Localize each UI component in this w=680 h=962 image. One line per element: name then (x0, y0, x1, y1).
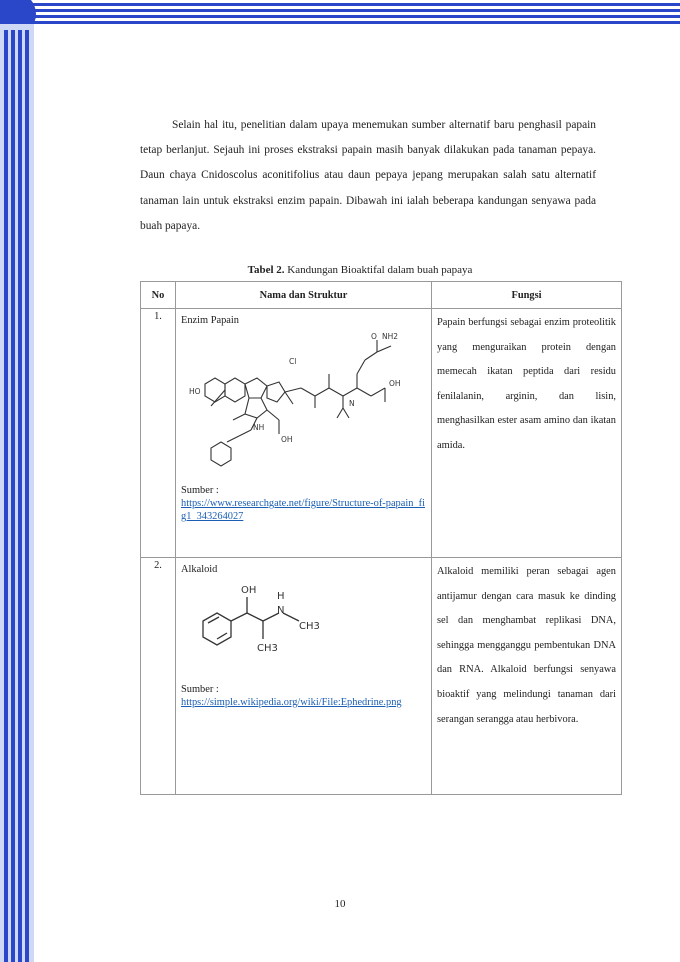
function-cell: Papain berfungsi sebagai enzim proteolitik yang menguraikan protein dengan memecah ikatan peptida dari residu fenilalanin, arginin, dan lisin, menghasilkan ester asam amino dan ikatan amida. (432, 309, 622, 558)
label-oh: OH (241, 585, 257, 596)
page-number: 10 (334, 898, 346, 910)
function-cell: Alkaloid memiliki peran sebagai agen antijamur dengan cara masuk ke dinding sel dan menghambat replikasi DNA, sehingga mengganggu pembentukan DNA dan RNA. Alkaloid berfungsi senyawa bioaktif yang melindungi tanaman dari serangan serangga atau herbivora. (432, 558, 622, 795)
header-no: No (141, 282, 176, 309)
caption-text: Kandungan Bioaktifal dalam buah papaya (287, 264, 473, 276)
table-row (141, 558, 622, 795)
label-oh-bottom: OH (281, 435, 293, 444)
compound-name: Enzim Papain (181, 315, 240, 326)
page-border-left (0, 0, 34, 962)
label-oh-right: OH (389, 379, 401, 388)
table-header-row (141, 282, 622, 309)
compound-name: Alkaloid (181, 564, 218, 575)
table-caption (140, 264, 580, 276)
label-ch3-bottom: CH3 (257, 643, 278, 654)
label-n: N (277, 605, 285, 616)
source-block (181, 683, 426, 709)
label-n: N (349, 399, 355, 408)
name-structure-cell (176, 309, 432, 558)
header-name-structure: Nama dan Struktur (176, 282, 432, 309)
label-nh: NH (253, 423, 265, 432)
header-function: Fungsi (432, 282, 622, 309)
row-number: 1. (141, 309, 176, 558)
label-ch3-right: CH3 (299, 621, 320, 632)
label-o-top: O (371, 332, 377, 341)
source-block (181, 484, 426, 523)
caption-label: Tabel 2. (247, 264, 285, 276)
source-label: Sumber : (181, 684, 219, 695)
source-label: Sumber : (181, 485, 219, 496)
page-border-top (0, 0, 680, 30)
label-h: H (277, 591, 285, 602)
label-cl: Cl (289, 357, 297, 366)
source-link[interactable]: https://www.researchgate.net/figure/Structure-of-papain_fig1_343264027 (181, 498, 425, 522)
papain-structure-diagram (181, 330, 416, 480)
alkaloid-structure-diagram (181, 579, 381, 679)
table-row (141, 309, 622, 558)
name-structure-cell (176, 558, 432, 795)
body-paragraph: Selain hal itu, penelitian dalam upaya menemukan sumber alternatif baru penghasil papain tetap berlanjut. Sejauh ini proses ekstraksi papain masih banyak dilakukan pada tanaman pepaya. Daun chaya Cnidoscolus aconitifolius atau daun pepaya jepang merupakan salah satu alternatif tanaman lain untuk ekstraksi enzim papain. Dibawah ini ialah beberapa kandungan senyawa pada buah papaya. (140, 119, 596, 232)
row-number: 2. (141, 558, 176, 795)
label-nh2: NH2 (382, 332, 399, 341)
bioactive-table (140, 281, 622, 795)
source-link[interactable]: https://simple.wikipedia.org/wiki/File:Ephedrine.png (181, 697, 402, 708)
label-ho: HO (189, 387, 201, 396)
